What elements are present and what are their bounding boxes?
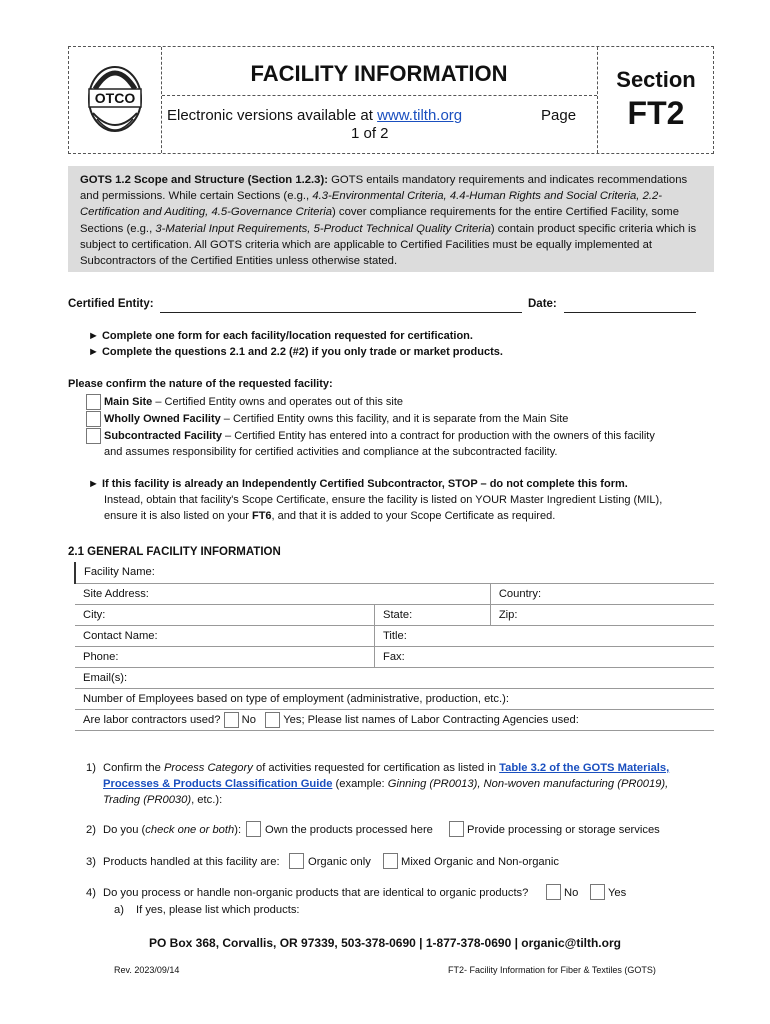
labor-no-checkbox[interactable]: [224, 712, 239, 728]
page-label: Page: [541, 107, 577, 124]
electronic-versions: [167, 107, 462, 124]
q4-yes-label: Yes: [608, 887, 627, 899]
q1-text-cont: Trading (PR0030), etc.):: [103, 794, 223, 806]
header-divider: [161, 47, 163, 153]
footer-address: PO Box 368, Corvallis, OR 97339, 503-378-0690 | 1-877-378-0690 | organic@tilth.org: [149, 936, 621, 950]
subcontracted-option-cont: and assumes responsibility for certified activities and compliance at the subcontracted facility.: [104, 446, 558, 458]
q1-number: 1): [86, 762, 96, 774]
emails-field[interactable]: Email(s):: [75, 667, 714, 688]
q2-number: 2): [86, 824, 96, 836]
certified-entity-field[interactable]: [160, 298, 522, 313]
stop-notice-line: Instead, obtain that facility's Scope Certificate, ensure the facility is listed on YOUR Master Ingredient Listing (MIL),: [104, 494, 663, 506]
document-name: FT2- Facility Information for Fiber & Textiles (GOTS): [448, 965, 656, 975]
gots-scope-box: [68, 166, 714, 272]
title-field[interactable]: Title:: [374, 625, 714, 646]
organic-only-checkbox[interactable]: [289, 853, 304, 869]
labor-yes-checkbox[interactable]: [265, 712, 280, 728]
date-field[interactable]: [564, 298, 696, 313]
gots-italic: 3-Material Input Requirements, 5-Product Technical Quality Criteria: [155, 222, 491, 235]
fax-field[interactable]: Fax:: [374, 646, 714, 667]
general-info-table: [74, 562, 714, 731]
gots-text: ) cover compliance requirements for the entire Certified Facility, some Sections (e.g.,: [80, 206, 680, 235]
q4-number: 4): [86, 887, 96, 899]
instruction-item: ► Complete the questions 2.1 and 2.2 (#2) if you only trade or market products.: [88, 346, 503, 358]
city-field[interactable]: City:: [75, 604, 374, 625]
logo-text: OTCO: [94, 90, 136, 106]
wholly-owned-checkbox[interactable]: [86, 411, 101, 427]
revision-date: Rev. 2023/09/14: [114, 965, 180, 975]
wholly-owned-option: Wholly Owned Facility – Certified Entity owns this facility, and it is separate from the Main Site: [104, 413, 569, 425]
q4-text: Do you process or handle non-organic products that are identical to organic products?: [103, 887, 529, 899]
nature-prompt: Please confirm the nature of the requested facility:: [68, 378, 333, 390]
gots-guide-link[interactable]: Table 3.2 of the GOTS Materials,: [499, 762, 670, 774]
q4a-text: If yes, please list which products:: [136, 904, 300, 916]
electronic-text: Electronic versions available at: [167, 107, 378, 124]
date-label: Date:: [528, 298, 557, 310]
q1-text-cont: Processes & Products Classification Guide (example: Ginning (PR0013), Non-woven manufacturing (PR0019),: [103, 778, 669, 790]
state-field[interactable]: State:: [374, 604, 490, 625]
stop-notice: ► If this facility is already an Independently Certified Subcontractor, STOP – do not complete this form.: [88, 478, 628, 490]
phone-field[interactable]: Phone:: [75, 646, 374, 667]
facility-name-field[interactable]: Facility Name:: [75, 562, 714, 583]
mixed-organic-label: Mixed Organic and Non-organic: [401, 856, 559, 868]
own-products-label: Own the products processed here: [265, 824, 433, 836]
country-field[interactable]: Country:: [490, 583, 714, 604]
main-site-checkbox[interactable]: [86, 394, 101, 410]
q4-yes-checkbox[interactable]: [590, 884, 605, 900]
page-title: FACILITY INFORMATION: [250, 61, 508, 86]
page-number: 1 of 2: [351, 125, 389, 142]
gots-text: GOTS entails mandatory requirements and indicates recommendations and permissions. While certain Sections (e.g.,: [80, 174, 688, 203]
general-info-heading: 2.1 GENERAL FACILITY INFORMATION: [68, 546, 281, 558]
header-box: [68, 46, 714, 154]
gots-italic: 4.3-Environmental Criteria, 4.4-Human Rights and Social Criteria, 2.2-Certification and Auditing, 4.5-Governance Criteria: [80, 190, 663, 219]
q4-no-label: No: [564, 887, 579, 899]
section-label: Section: [616, 67, 696, 92]
main-site-option: Main Site – Certified Entity owns and operates out of this site: [104, 396, 403, 408]
q3-text: Products handled at this facility are:: [103, 856, 280, 868]
header-divider: [162, 95, 597, 96]
instruction-item: ► Complete one form for each facility/location requested for certification.: [88, 330, 473, 342]
gots-guide-link[interactable]: Processes & Products Classification Guide: [103, 778, 333, 790]
site-address-field[interactable]: Site Address:: [75, 583, 490, 604]
certified-entity-label: Certified Entity:: [68, 298, 154, 310]
own-products-checkbox[interactable]: [246, 821, 261, 837]
q1-text: Confirm the Process Category of activities requested for certification as listed in Table 3.2 of the GOTS Materials,: [103, 762, 670, 774]
labor-contractors-row: [75, 709, 714, 730]
q4a-number: a): [114, 904, 124, 916]
organic-only-label: Organic only: [308, 856, 371, 868]
provide-services-checkbox[interactable]: [449, 821, 464, 837]
zip-field[interactable]: Zip:: [490, 604, 714, 625]
gots-text: ) contain product specific criteria which is subject to certification. All GOTS criteria which are applicable to Certified Facilities must be equally implemented at Subcontractors of the Certified Entities unless otherwise stated.: [80, 222, 697, 268]
gots-heading: GOTS 1.2 Scope and Structure (Section 1.2.3):: [80, 174, 328, 186]
subcontracted-checkbox[interactable]: [86, 428, 101, 444]
q2-text: Do you (check one or both):: [103, 824, 242, 836]
q4-no-checkbox[interactable]: [546, 884, 561, 900]
stop-notice-line: ensure it is also listed on your FT6, and that it is added to your Scope Certificate as required.: [104, 510, 556, 522]
section-id: FT2: [627, 95, 685, 131]
tilth-link[interactable]: www.tilth.org: [377, 107, 463, 124]
labor-no-label: No: [241, 713, 256, 726]
labor-question: Are labor contractors used?: [83, 713, 221, 726]
otco-logo: [83, 59, 147, 139]
employees-field[interactable]: Number of Employees based on type of employment (administrative, production, etc.):: [75, 688, 714, 709]
contact-name-field[interactable]: Contact Name:: [75, 625, 374, 646]
subcontracted-option: Subcontracted Facility – Certified Entity has entered into a contract for production with the owners of this facility: [104, 430, 655, 442]
mixed-organic-checkbox[interactable]: [383, 853, 398, 869]
q3-number: 3): [86, 856, 96, 868]
provide-services-label: Provide processing or storage services: [467, 824, 660, 836]
labor-yes-label: Yes; Please list names of Labor Contracting Agencies used:: [283, 713, 579, 726]
